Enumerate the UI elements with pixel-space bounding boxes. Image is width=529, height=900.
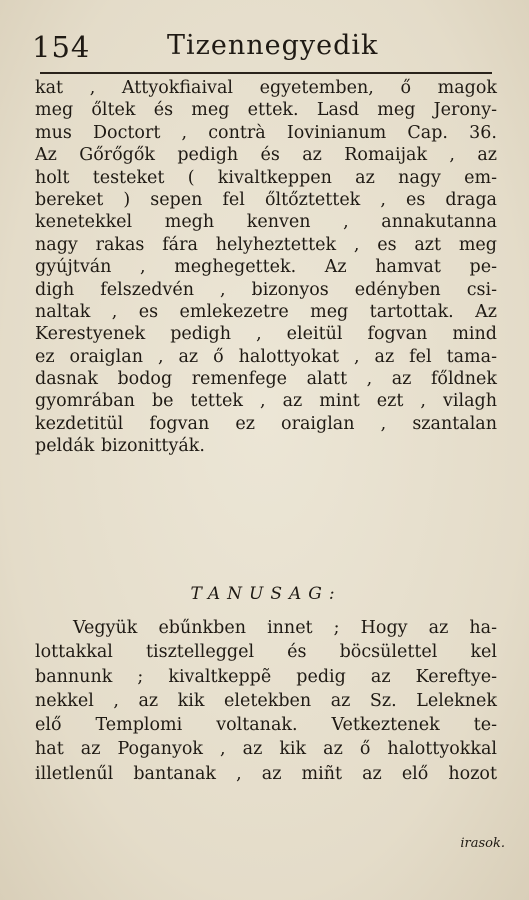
lesson-text xyxy=(35,616,497,786)
text-line: holt testeket ( kivaltkeppen az nagy em- xyxy=(35,167,497,188)
text-line: gyújtván , meghegettek. Az hamvat pe- xyxy=(35,257,497,278)
text-line: bannunk ; kivaltkeppẽ pedig az Kereftye- xyxy=(35,666,497,687)
running-title: Tizennegyedik xyxy=(167,30,379,61)
section-heading: TANUSAG: xyxy=(190,584,342,604)
text-line: ez oraiglan , az ő halottyokat , az fel tama- xyxy=(35,346,497,367)
body-text xyxy=(35,77,497,458)
catchword: irasok. xyxy=(460,836,505,851)
running-head xyxy=(32,28,502,72)
text-line: nekkel , az kik eletekben az Sz. Leleknek xyxy=(35,690,497,711)
text-line: naltak , es emlekezetre meg tartottak. Az xyxy=(35,301,497,322)
text-line: kat , Attyokfiaival egyetemben, ő magok xyxy=(35,78,497,98)
text-line: Kerestyenek pedigh , eleitül fogvan mind xyxy=(35,324,497,345)
text-line: gyomrában be tettek , az mint ezt , vilagh xyxy=(35,391,497,412)
text-line: Vegyük ebűnkben innet ; Hogy az ha- xyxy=(73,618,497,638)
text-line: peldák bizonittyák. xyxy=(35,436,205,457)
text-line: digh felszedvén , bizonyos edényben csi- xyxy=(35,279,497,300)
text-line: elő Templomi voltanak. Vetkeztenek te- xyxy=(35,715,497,736)
page-number: 154 xyxy=(32,30,91,64)
text-line: lottakkal tisztelleggel és böcsülettel kel xyxy=(35,642,497,663)
text-line: kenetekkel megh kenven , annakutanna xyxy=(35,212,497,233)
text-line: meg őltek és meg ettek. Lasd meg Jerony- xyxy=(35,100,497,121)
text-line: illetlenűl bantanak , az miñt az elő hozot xyxy=(35,763,497,784)
text-line: Az Gőrőgők pedigh és az Romaijak , az xyxy=(35,145,497,166)
header-rule xyxy=(40,72,492,74)
text-line: dasnak bodog remenfege alatt , az főldnek xyxy=(35,369,497,390)
text-line: hat az Poganyok , az kik az ő halottyokkal xyxy=(35,739,497,760)
text-line: nagy rakas fára helyheztettek , es azt meg xyxy=(35,234,497,255)
text-line: bereket ) sepen fel őltőztettek , es draga xyxy=(35,189,497,210)
text-line: kezdetitül fogvan ez oraiglan , szantalan xyxy=(35,413,497,434)
text-line: mus Doctort , contrà Iovinianum Cap. 36. xyxy=(35,122,497,143)
